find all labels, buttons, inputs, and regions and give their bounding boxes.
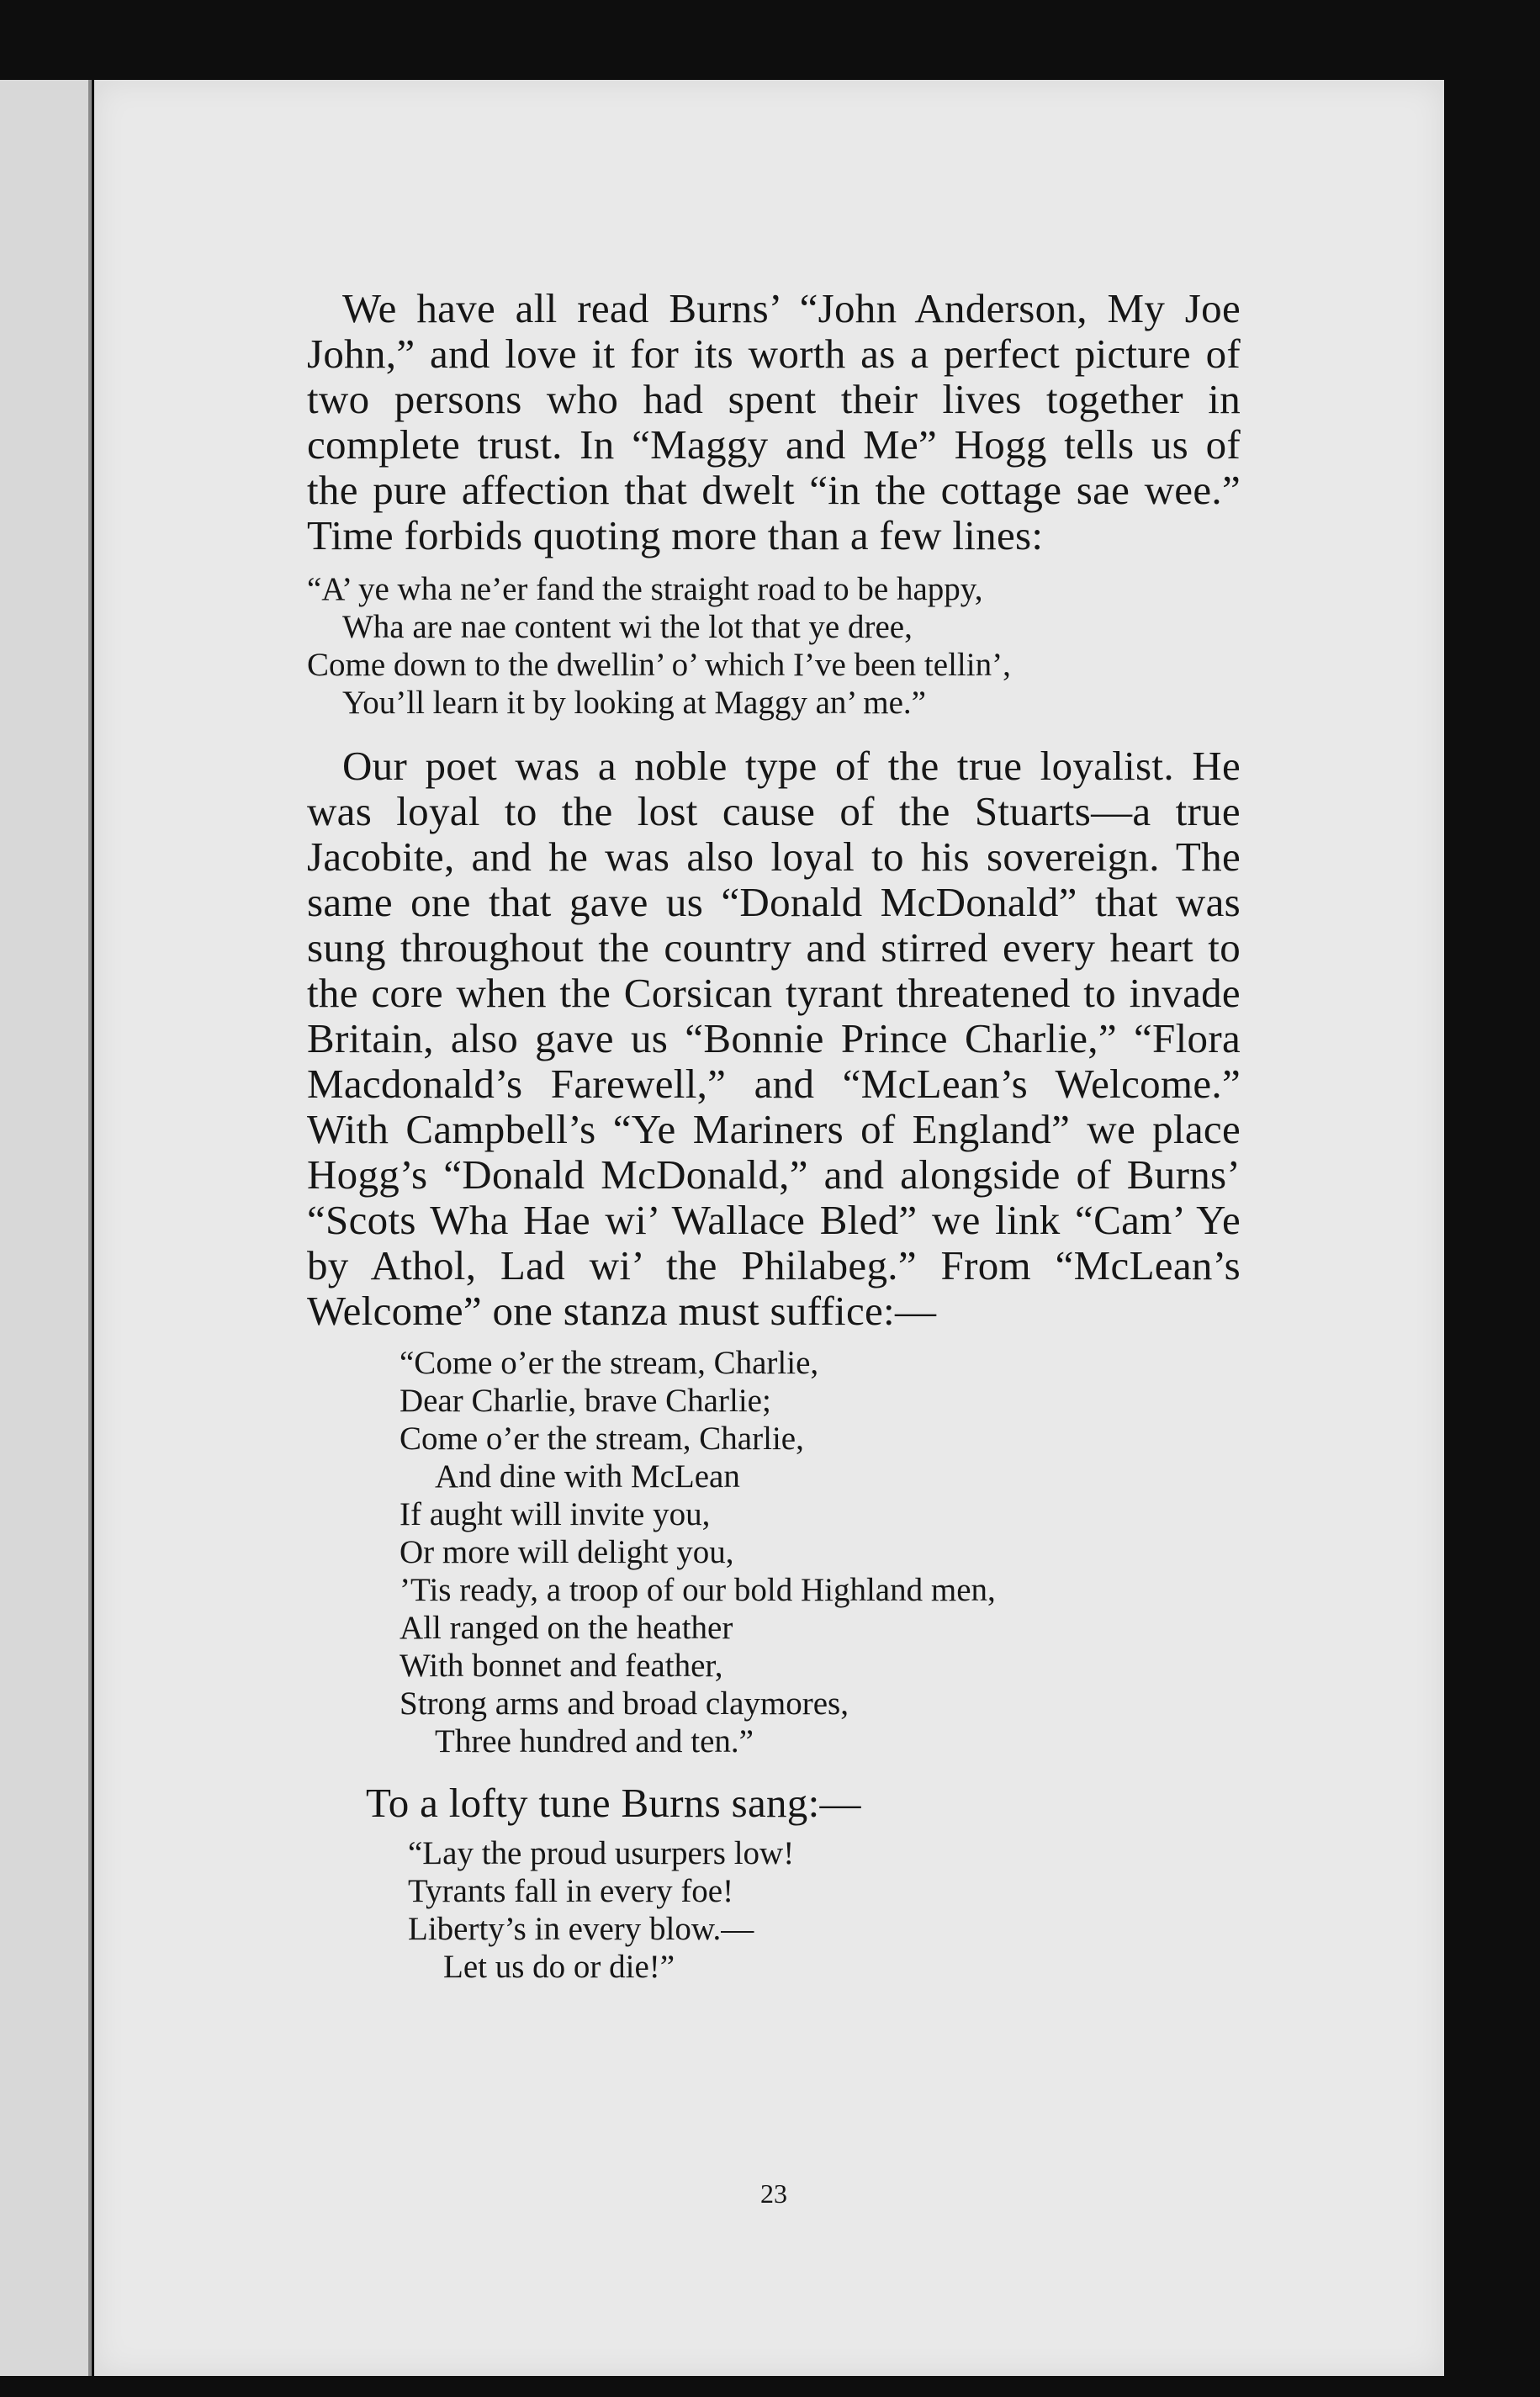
- verse-line: If aught will invite you,: [400, 1496, 711, 1532]
- verse-line: Three hundred and ten.”: [435, 1723, 754, 1759]
- verse-line: “Come o’er the stream, Charlie,: [400, 1345, 819, 1381]
- verse-line: “Lay the proud usurpers low!: [408, 1835, 795, 1871]
- verse-line: Wha are nae content wi the lot that ye dree,: [342, 609, 913, 645]
- verse-scots-wha-hae: [408, 1834, 1241, 1986]
- facing-page-edge: [0, 80, 92, 2376]
- paragraph-loyalist: Our poet was a noble type of the true loyalist. He was loyal to the lost cause of the Stuarts—a true Jacobite, and he was also loyal to his sovereign. The same one that gave us “Donald McDonald” that was sung throughout the country and stirred every heart to the core when the Corsican tyrant threatened to invade Britain, also gave us “Bonnie Prince Charlie,” “Flora Macdonald’s Farewell,” and “McLean’s Welcome.” With Campbell’s “Ye Mariners of England” we place Hogg’s “Donald McDonald,” and alongside of Burns’ “Scots Wha Hae wi’ Wallace Bled” we link “Cam’ Ye by Athol, Lad wi’ the Philabeg.” From “McLean’s Welcome” one stanza must suffice:—: [307, 743, 1241, 1334]
- page-number: 23: [760, 2178, 787, 2209]
- paragraph-intro: We have all read Burns’ “John Anderson, My Joe John,” and love it for its worth as a perfect picture of two persons who had spent their lives together in complete trust. In “Maggy and Me” Hogg tells us of the pure affection that dwelt “in the cottage sae wee.” Time forbids quoting more than a few lines:: [307, 285, 1241, 558]
- verse-line: All ranged on the heather: [400, 1610, 733, 1646]
- verse-line: And dine with McLean: [435, 1458, 740, 1495]
- verse-line: Tyrants fall in every foe!: [408, 1873, 734, 1909]
- verse-line: ’Tis ready, a troop of our bold Highland men,: [400, 1572, 996, 1608]
- verse-line: Strong arms and broad claymores,: [400, 1685, 849, 1722]
- verse-line: Let us do or die!”: [443, 1949, 675, 1985]
- verse-line: Come down to the dwellin’ o’ which I’ve been tellin’,: [307, 647, 1011, 683]
- verse-line: Or more will delight you,: [400, 1534, 734, 1570]
- verse-maggy-and-me: [307, 570, 1241, 722]
- verse-mcleans-welcome: [400, 1344, 1241, 1760]
- verse-line: Liberty’s in every blow.—: [408, 1911, 754, 1947]
- verse-line: “A’ ye wha ne’er fand the straight road to be happy,: [307, 571, 983, 607]
- verse-line: You’ll learn it by looking at Maggy an’ me.”: [342, 685, 926, 721]
- verse-line: Come o’er the stream, Charlie,: [400, 1421, 804, 1457]
- verse-line: With bonnet and feather,: [400, 1648, 723, 1684]
- paragraph-burns-intro: To a lofty tune Burns sang:—: [366, 1780, 861, 1826]
- verse-line: Dear Charlie, brave Charlie;: [400, 1383, 771, 1419]
- page-content: [307, 285, 1241, 2209]
